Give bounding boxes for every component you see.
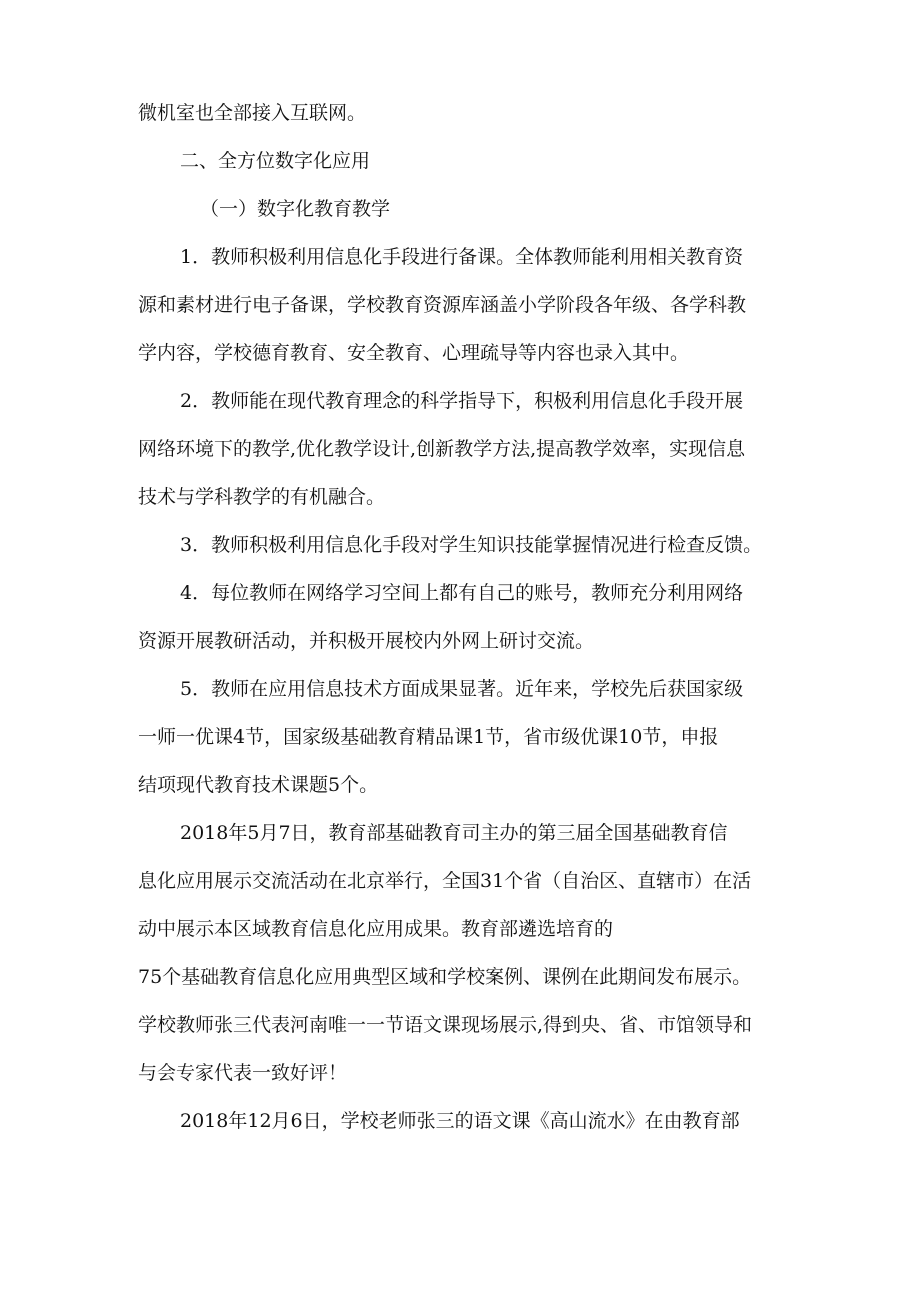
text-line: 息化应用展示交流活动在北京举行，全国31个省（自治区、直辖市）在活 bbox=[138, 870, 752, 892]
text-line: 5．教师在应用信息技术方面成果显著。近年来，学校先后获国家级 bbox=[180, 678, 744, 700]
text-line: 网络环境下的教学,优化教学设计,创新教学方法,提高教学效率，实现信息 bbox=[138, 438, 746, 460]
text-line: 2018年12月6日，学校老师张三的语文课《高山流水》在由教育部 bbox=[180, 1110, 740, 1132]
text-line: 3．教师积极利用信息化手段对学生知识技能掌握情况进行检查反馈。 bbox=[180, 534, 763, 556]
text-line: 技术与学科教学的有机融合。 bbox=[138, 486, 386, 508]
text-line: 2018年5月7日，教育部基础教育司主办的第三届全国基础教育信 bbox=[180, 822, 728, 844]
text-line: 资源开展教研活动，并积极开展校内外网上研讨交流。 bbox=[138, 630, 595, 652]
subsection-heading: （一）数字化教育教学 bbox=[200, 198, 391, 220]
text-line: 75个基础教育信息化应用典型区域和学校案例、课例在此期间发布展示。 bbox=[138, 966, 752, 988]
text-line: 结项现代教育技术课题5个。 bbox=[138, 774, 379, 796]
text-line: 2．教师能在现代教育理念的科学指导下，积极利用信息化手段开展 bbox=[180, 390, 744, 412]
text-line: 动中展示本区域教育信息化应用成果。教育部遴选培育的 bbox=[138, 918, 614, 940]
text-line: 源和素材进行电子备课，学校教育资源库涵盖小学阶段各年级、各学科教 bbox=[138, 294, 747, 316]
text-line: 4．每位教师在网络学习空间上都有自己的账号，教师充分利用网络 bbox=[180, 582, 744, 604]
text-line: 学校教师张三代表河南唯一一节语文课现场展示,得到央、省、市馆领导和 bbox=[138, 1014, 753, 1036]
text-line: 学内容，学校德育教育、安全教育、心理疏导等内容也录入其中。 bbox=[138, 342, 690, 364]
text-line: 一师一优课4节，国家级基础教育精品课1节，省市级优课10节，申报 bbox=[138, 726, 719, 748]
text-line: 微机室也全部接入互联网。 bbox=[138, 102, 367, 124]
section-heading: 二、全方位数字化应用 bbox=[180, 150, 371, 172]
text-line: 与会专家代表一致好评！ bbox=[138, 1062, 348, 1084]
text-line: 1．教师积极利用信息化手段进行备课。全体教师能利用相关教育资 bbox=[180, 246, 744, 268]
